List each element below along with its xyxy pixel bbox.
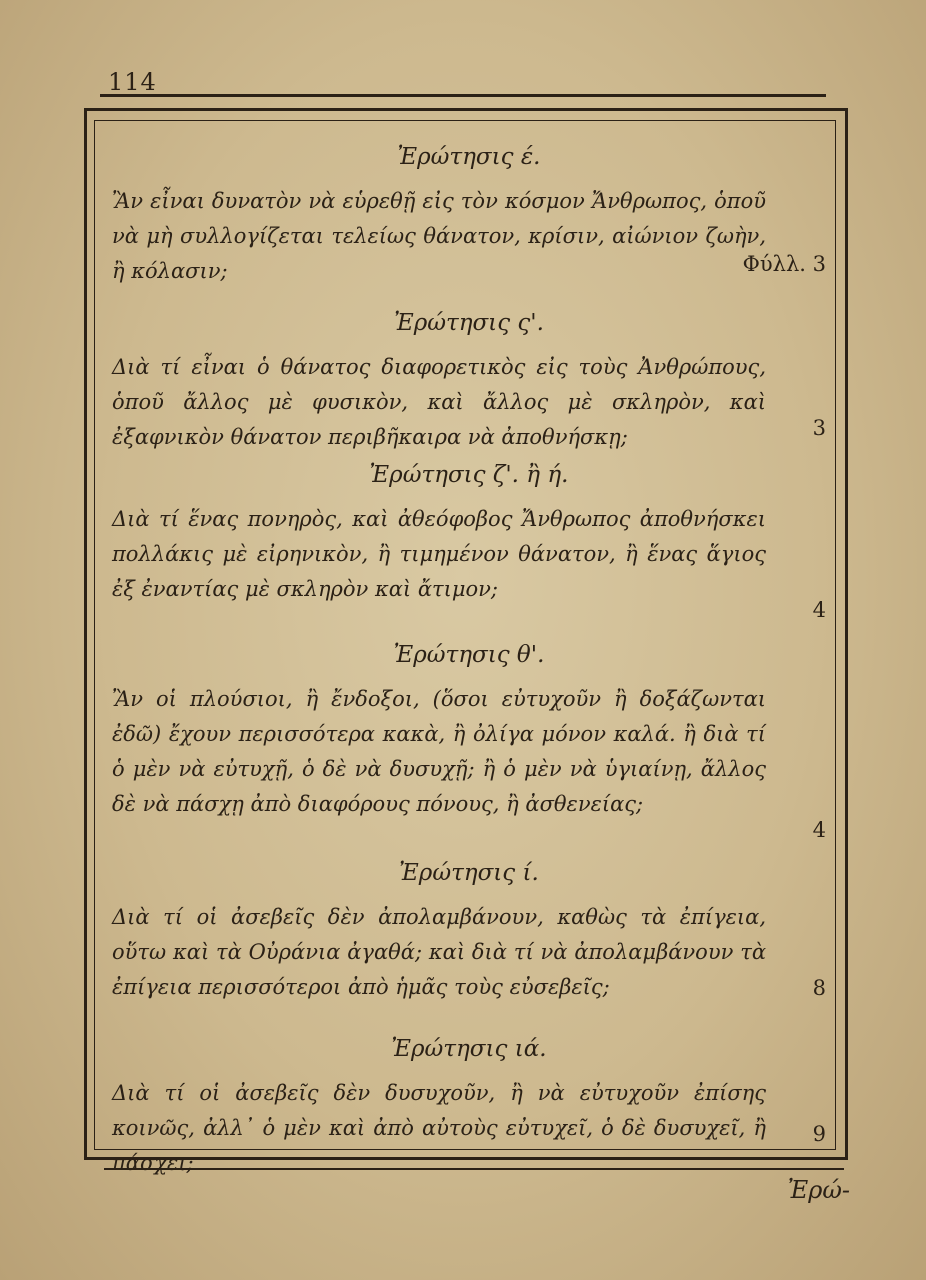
question-heading: Ἐρώτησις ς'. — [394, 310, 544, 336]
folio-reference: 8 — [812, 976, 826, 1000]
bottom-rule — [104, 1168, 844, 1170]
question-list — [112, 140, 826, 1175]
question-text: Ἂν εἶναι δυνατὸν νὰ εὑρεθῇ εἰς τὸν κόσμον Ἄνθρωπος, ὁποῦ νὰ μὴ συλλογίζεται τελείως θάνατον, κρίσιν, αἰώνιον ζωὴν, ἢ κόλασιν; — [112, 189, 766, 283]
folio-reference: 3 — [812, 416, 826, 440]
question-heading: Ἐρώτησις θ'. — [393, 642, 545, 668]
question-text: Διὰ τί οἱ ἀσεβεῖς δὲν δυσυχοῦν, ἢ νὰ εὐτυχοῦν ἐπίσης κοινῶς, ἀλλ᾽ ὁ μὲν καὶ ἀπὸ αὐτοὺς εὐτυχεῖ, ὁ δὲ δυσυχεῖ, ἢ πάσχει; — [112, 1081, 766, 1175]
top-rule — [100, 94, 826, 97]
question-text: Διὰ τί ἕνας πονηρὸς, καὶ ἀθεόφοβος Ἄνθρωπος ἀποθνήσκει πολλάκις μὲ εἰρηνικὸν, ἢ τιμημένον θάνατον, ἢ ἕνας ἅγιος ἐξ ἐναντίας μὲ σκληρὸν καὶ ἄτιμον; — [112, 507, 766, 601]
catchword: Ἐρώ- — [787, 1176, 850, 1204]
folio-reference: Φύλλ. 3 — [742, 252, 826, 276]
question-text: Διὰ τί εἶναι ὁ θάνατος διαφορετικὸς εἰς τοὺς Ἀνθρώπους, ὁποῦ ἄλλος μὲ φυσικὸν, καὶ ἄλλος μὲ σκληρὸν, καὶ ἐξαφνικὸν θάνατον περιβῆκαιρα νὰ ἀποθνήσκῃ; — [112, 355, 766, 449]
folio-reference: 4 — [812, 598, 826, 622]
question-heading: Ἐρώτησις ί. — [399, 860, 539, 886]
question-6 — [112, 306, 826, 458]
question-9 — [112, 638, 826, 856]
page-number: 114 — [108, 68, 157, 96]
folio-reference: 9 — [812, 1122, 826, 1146]
question-text: Διὰ τί οἱ ἀσεβεῖς δὲν ἀπολαμβάνουν, καθὼς τὰ ἐπίγεια, οὕτω καὶ τὰ Οὐράνια ἀγαθά; καὶ διὰ τί νὰ ἀπολαμβάνουν τὰ ἐπίγεια περισσότεροι ἀπὸ ἡμᾶς τοὺς εὐσεβεῖς; — [112, 905, 766, 999]
question-5 — [112, 140, 826, 306]
question-heading: Ἐρώτησις ιά. — [391, 1036, 547, 1062]
question-heading: Ἐρώτησις ζ'. ἢ ή. — [369, 462, 569, 488]
question-7-8 — [112, 458, 826, 638]
question-10 — [112, 856, 826, 1032]
question-11 — [112, 1032, 826, 1175]
folio-reference: 4 — [812, 818, 826, 842]
question-text: Ἂν οἱ πλούσιοι, ἢ ἔνδοξοι, (ὅσοι εὐτυχοῦν ἢ δοξάζωνται ἐδῶ) ἔχουν περισσότερα κακὰ, ἢ ὀλίγα μόνον καλά. ἢ διὰ τί ὁ μὲν νὰ εὐτυχῇ, ὁ δὲ νὰ δυσυχῇ; ἢ ὁ μὲν νὰ ὑγιαίνῃ, ἄλλος δὲ νὰ πάσχῃ ἀπὸ διαφόρους πόνους, ἢ ἀσθενείας; — [112, 687, 766, 816]
question-heading: Ἐρώτησις έ. — [397, 144, 541, 170]
